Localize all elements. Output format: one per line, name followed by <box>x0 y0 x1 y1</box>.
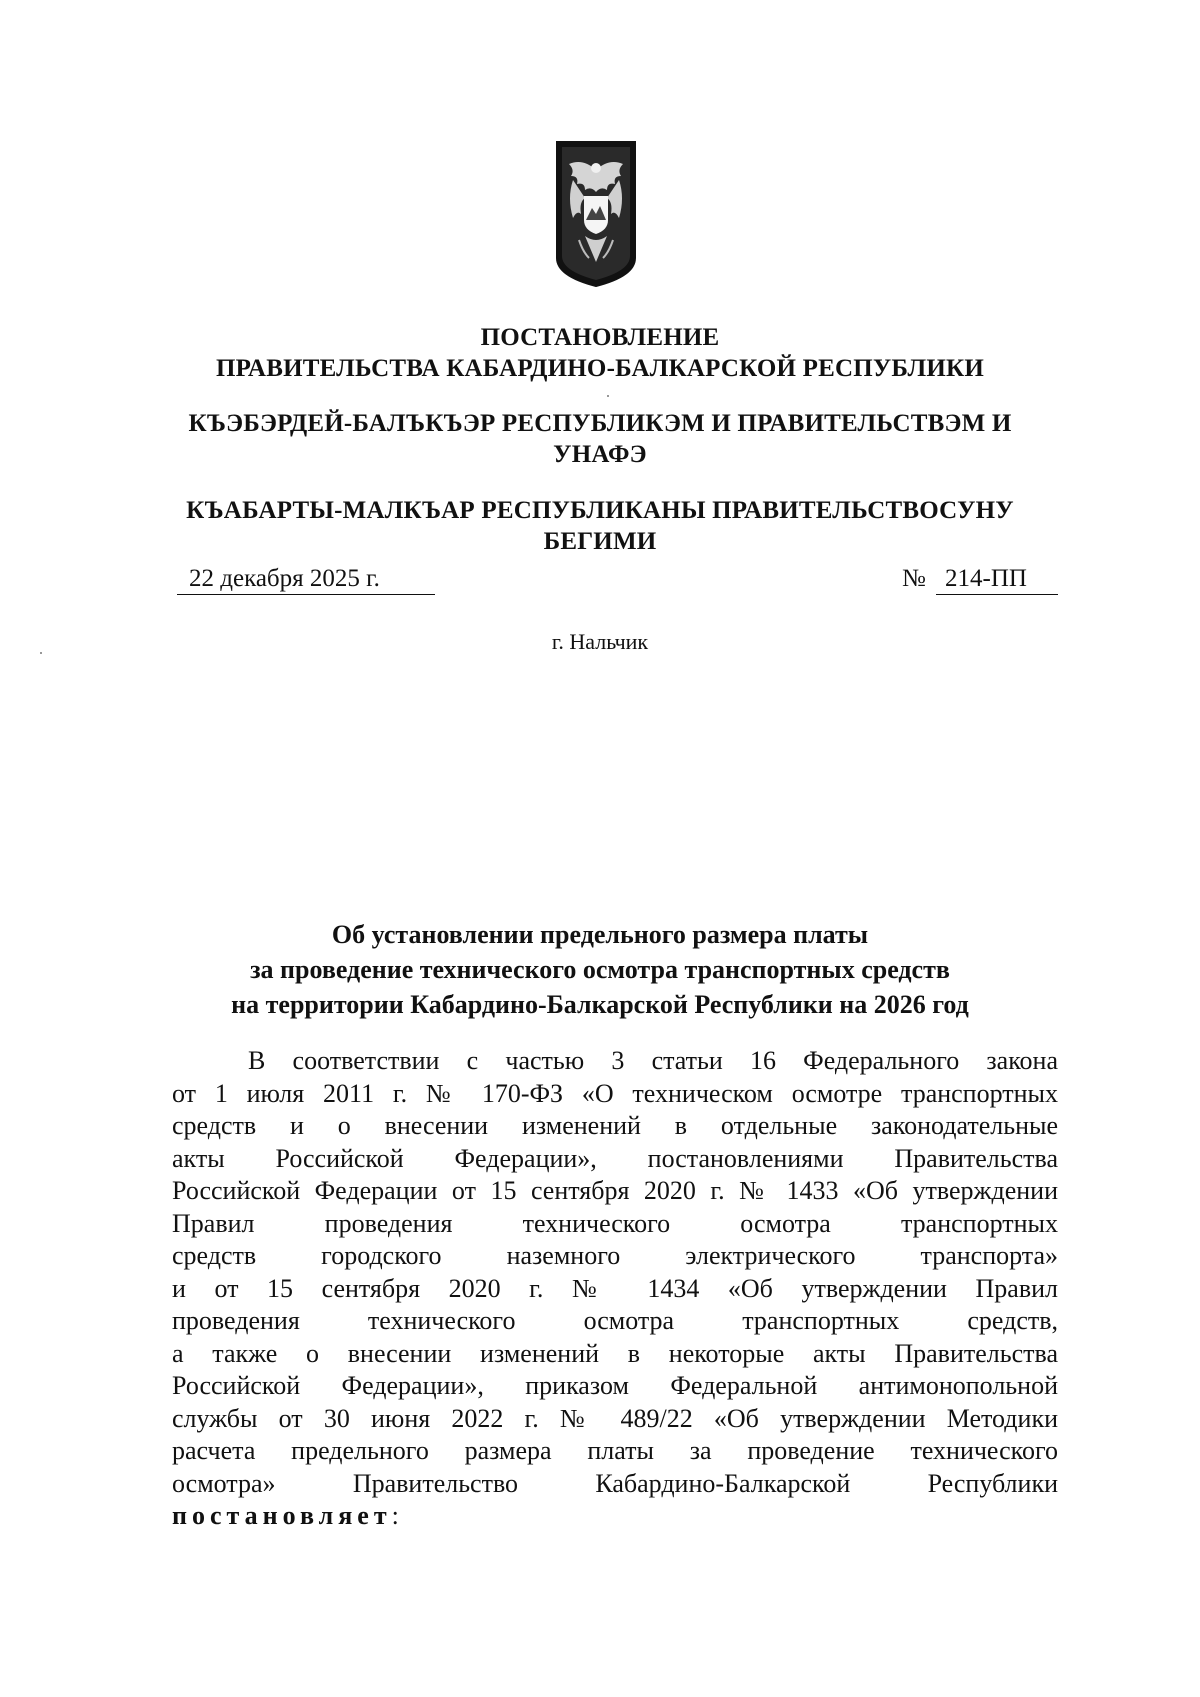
document-subject <box>0 917 1200 1022</box>
scan-speck <box>40 652 42 654</box>
body-line: проведения технического осмотра транспортных средств, <box>172 1306 1058 1335</box>
title-line: ПОСТАНОВЛЕНИЕ <box>480 324 720 351</box>
body-line: и от 15 сентября 2020 г. № 1434 «Об утверждении Правил <box>172 1273 1058 1303</box>
decree-line <box>172 1500 1058 1533</box>
body-line: службы от 30 июня 2022 г. № 489/22 «Об утверждении Методики <box>172 1403 1058 1433</box>
document-title <box>0 322 1200 384</box>
body-line: средств городского наземного электрического транспорта» <box>172 1241 1058 1270</box>
subject-line: на территории Кабардино-Балкарской Республики на 2026 год <box>231 990 969 1019</box>
body-line: а также о внесении изменений в некоторые акты Правительства <box>172 1338 1058 1368</box>
title-line: ПРАВИТЕЛЬСТВА КАБАРДИНО-БАЛКАРСКОЙ РЕСПУБЛИКИ <box>216 355 984 382</box>
body-line: расчета предельного размера платы за проведение технического <box>172 1436 1058 1465</box>
body-line: Российской Федерации», приказом Федеральной антимонопольной <box>172 1371 1058 1400</box>
body-line: от 1 июля 2011 г. № 170-ФЗ «О техническом осмотре транспортных <box>172 1078 1058 1108</box>
body-line: осмотра» Правительство Кабардино-Балкарской Республики <box>172 1468 1058 1498</box>
body-line: Российской Федерации от 15 сентября 2020 г. № 1433 «Об утверждении <box>172 1176 1058 1205</box>
kabardian-title-line: УНАФЭ <box>553 441 647 468</box>
scan-speck <box>607 395 609 397</box>
body-line: В соответствии с частью 3 статьи 16 Федерального закона <box>248 1046 1058 1075</box>
number-label: № <box>902 565 926 592</box>
decree-word: постановляет <box>172 1501 392 1530</box>
coat-of-arms-icon <box>555 140 637 288</box>
balkar-title-line: КЪАБАРТЫ-МАЛКЪАР РЕСПУБЛИКАНЫ ПРАВИТЕЛЬСТВОСУНУ <box>186 497 1014 524</box>
kabardian-title <box>0 408 1200 470</box>
balkar-title <box>0 495 1200 557</box>
document-date: 22 декабря 2025 г. <box>177 563 435 595</box>
subject-line: Об установлении предельного размера платы <box>331 920 869 949</box>
document-number: 214-ПП <box>936 563 1058 595</box>
document-body <box>172 1045 1058 1533</box>
kabardian-title-line: КЪЭБЭРДЕЙ-БАЛЪКЪЭР РЕСПУБЛИКЭМ И ПРАВИТЕЛЬСТВЭМ И <box>188 410 1012 437</box>
body-line: Правил проведения технического осмотра транспортных <box>172 1208 1058 1238</box>
document-city: г. Нальчик <box>551 629 649 654</box>
decree-colon: : <box>391 1501 399 1530</box>
body-line: средств и о внесении изменений в отдельные законодательные <box>172 1111 1058 1140</box>
body-line: акты Российской Федерации», постановлениями Правительства <box>172 1143 1058 1173</box>
balkar-title-line: БЕГИМИ <box>543 528 657 555</box>
subject-line: за проведение технического осмотра транспортных средств <box>250 955 950 984</box>
